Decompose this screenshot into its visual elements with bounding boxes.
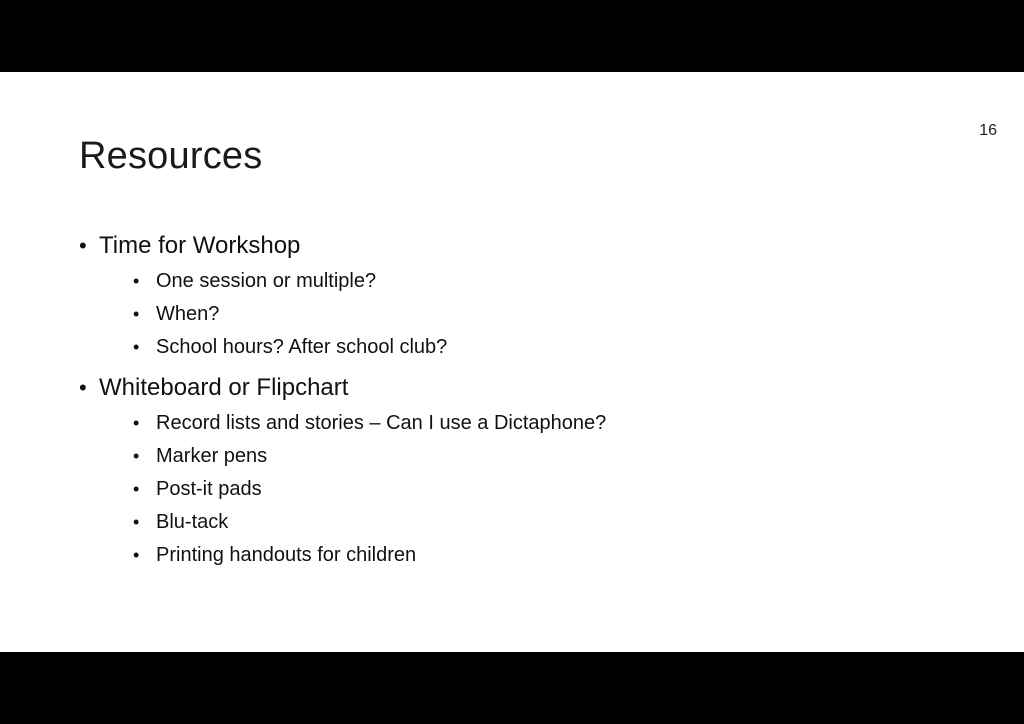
slide xyxy=(0,72,1024,652)
bullet-item-time-for-workshop xyxy=(79,230,939,364)
sub-bullet-item: • When? xyxy=(99,298,939,331)
sub-bullet-list xyxy=(99,407,939,572)
slide-title: Resources xyxy=(79,135,263,177)
sub-bullet-item: • Record lists and stories – Can I use a Dictaphone? xyxy=(99,407,939,440)
sub-bullet-item: • Post-it pads xyxy=(99,473,939,506)
bullet-list xyxy=(79,230,939,572)
bullet-text: • Time for Workshop xyxy=(99,232,301,259)
sub-bullet-item: • School hours? After school club? xyxy=(99,331,939,364)
bullet-item-whiteboard-or-flipchart xyxy=(79,372,939,572)
slide-number: 16 xyxy=(979,122,997,139)
sub-bullet-item: • Printing handouts for children xyxy=(99,539,939,572)
sub-bullet-item: • One session or multiple? xyxy=(99,265,939,298)
sub-bullet-item: • Blu-tack xyxy=(99,506,939,539)
sub-bullet-item: • Marker pens xyxy=(99,440,939,473)
bullet-text: • Whiteboard or Flipchart xyxy=(99,374,349,401)
sub-bullet-list xyxy=(99,265,939,364)
slide-content xyxy=(79,230,939,580)
